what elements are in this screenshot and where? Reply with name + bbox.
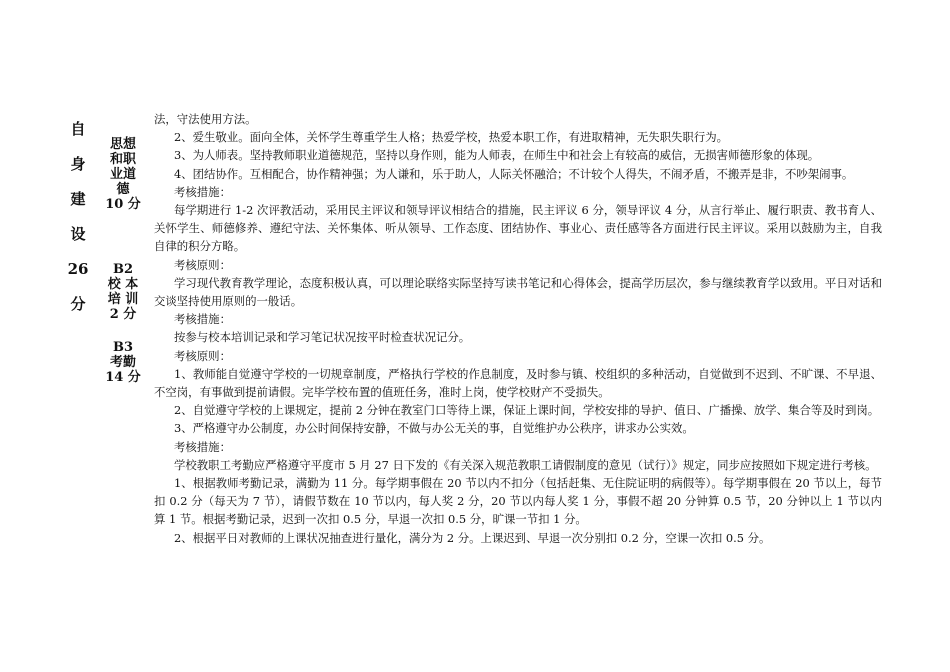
paragraph: 2、根据平日对教师的上课状况抽查进行量化，满分为 2 分。上课迟到、早退一次分别扣 0.2 分，空课一次扣 0.5 分。 xyxy=(174,530,771,545)
paragraph: 学校教职工考勤应严格遵守平度市 5 月 27 日下发的《有关深入规范教职工请假制度的意见（试行）》规定，同步应按照如下规定进行考核。 xyxy=(174,457,877,472)
paragraph: 1、教师能自觉遵守学校的一切规章制度，严格执行学校的作息制度，及时参与镇、校组织的多种活动，自觉做到不迟到、不旷课、不早退、不空岗，有事做到提前请假。完毕学校布置的值班任务，准时上岗，使学校财产不受损失。 xyxy=(154,366,882,400)
main-category-char: 自 xyxy=(70,120,86,138)
paragraph: 2、自觉遵守学校的上课规定，提前 2 分钟在教室门口等待上课，保证上课时间，学校安排的导护、值日、广播操、放学、集合等及时到岗。 xyxy=(174,403,880,418)
main-category-char: 身 xyxy=(70,155,86,173)
paragraph: 3、严格遵守办公制度，办公时间保持安静，不做与办公无关的事，自觉维护办公秩序，讲求办公实效。 xyxy=(174,421,694,436)
section-heading: 考核原则： xyxy=(174,348,231,363)
main-category-char: 建 xyxy=(70,190,86,208)
subcategory-line: 思想 xyxy=(109,137,136,152)
subcategory-score: 14 分 xyxy=(105,370,141,385)
subcategory-score: 10 分 xyxy=(105,197,141,212)
section-heading: 考核措施： xyxy=(174,312,231,327)
paragraph: 法，守法使用方法。 xyxy=(154,112,257,126)
paragraph: 学习现代教育教学理论，态度积极认真，可以理论联络实际坚持写读书笔记和心得体会，提高学历层次，参与继续教育学以致用。平日对话和交谈坚持使用原则的一般话。 xyxy=(154,275,882,309)
main-category-char: 分 xyxy=(70,295,86,313)
paragraph: 按参与校本培训记录和学习笔记状况按平时检查状况记分。 xyxy=(174,330,471,345)
subcategory-line: 考勤 xyxy=(109,355,136,370)
paragraph: 4、团结协作。互相配合，协作精神强；为人谦和，乐于助人，人际关怀融洽；不计较个人得失，不闹矛盾，不搬弄是非，不吵架闹事。 xyxy=(174,166,854,181)
subcategory-line: 业道 xyxy=(109,167,136,182)
paragraph: 1、根据教师考勤记录，满勤为 11 分。每学期事假在 20 节以内不扣分（包括赶集、无住院证明的病假等）。每学期事假在 20 节以上，每节扣 0.2 分（每天为 7 节），请假节数在 10 节以内，每人奖 2 分，20 节以内每人奖 1 分，事假不超 20 分钟算 0.5 节，20 分钟以上 1 节以内算 1 节。根据考勤记录，迟到一次扣 0.5 分，早退一次扣 0.5 分，旷课一节扣 1 分。 xyxy=(154,476,882,527)
subcategory-score: 2 分 xyxy=(109,307,137,322)
subcategory-code: B3 xyxy=(112,340,134,355)
paragraph: 2、爱生敬业。面向全体，关怀学生尊重学生人格；热爱学校，热爱本职工作，有进取精神，无失职失职行为。 xyxy=(174,130,728,145)
subcategory-line: 校 本 xyxy=(107,277,139,292)
main-category-score: 26 xyxy=(67,260,89,278)
main-category-char: 设 xyxy=(70,225,86,243)
content-body xyxy=(154,110,882,547)
section-heading: 考核措施： xyxy=(174,439,231,454)
subcategory-ethics xyxy=(102,137,144,212)
paragraph: 每学期进行 1-2 次评教活动，采用民主评议和领导评议相结合的措施，民主评议 6 分，领导评议 4 分，从言行举止、履行职责、教书育人、关怀学生、师德修养、遵纪守法、关怀集体、听从领导、工作态度、团结协作、事业心、责任感等各方面进行民主评议。采用以鼓励为主，自我自律的积分方略。 xyxy=(154,203,882,254)
main-category-label xyxy=(62,112,94,322)
subcategory-line: 和职 xyxy=(109,152,136,167)
section-heading: 考核措施： xyxy=(174,184,231,199)
subcategory-school-training xyxy=(102,262,144,322)
subcategory-code: B2 xyxy=(112,262,134,277)
paragraph: 3、为人师表。坚持教师职业道德规范，坚持以身作则，能为人师表，在师生中和社会上有较高的威信，无损害师德形象的体现。 xyxy=(174,148,820,163)
subcategory-attendance xyxy=(102,340,144,385)
subcategory-line: 德 xyxy=(116,182,130,197)
section-heading: 考核原则： xyxy=(174,257,231,272)
subcategory-line: 培 训 xyxy=(107,292,139,307)
